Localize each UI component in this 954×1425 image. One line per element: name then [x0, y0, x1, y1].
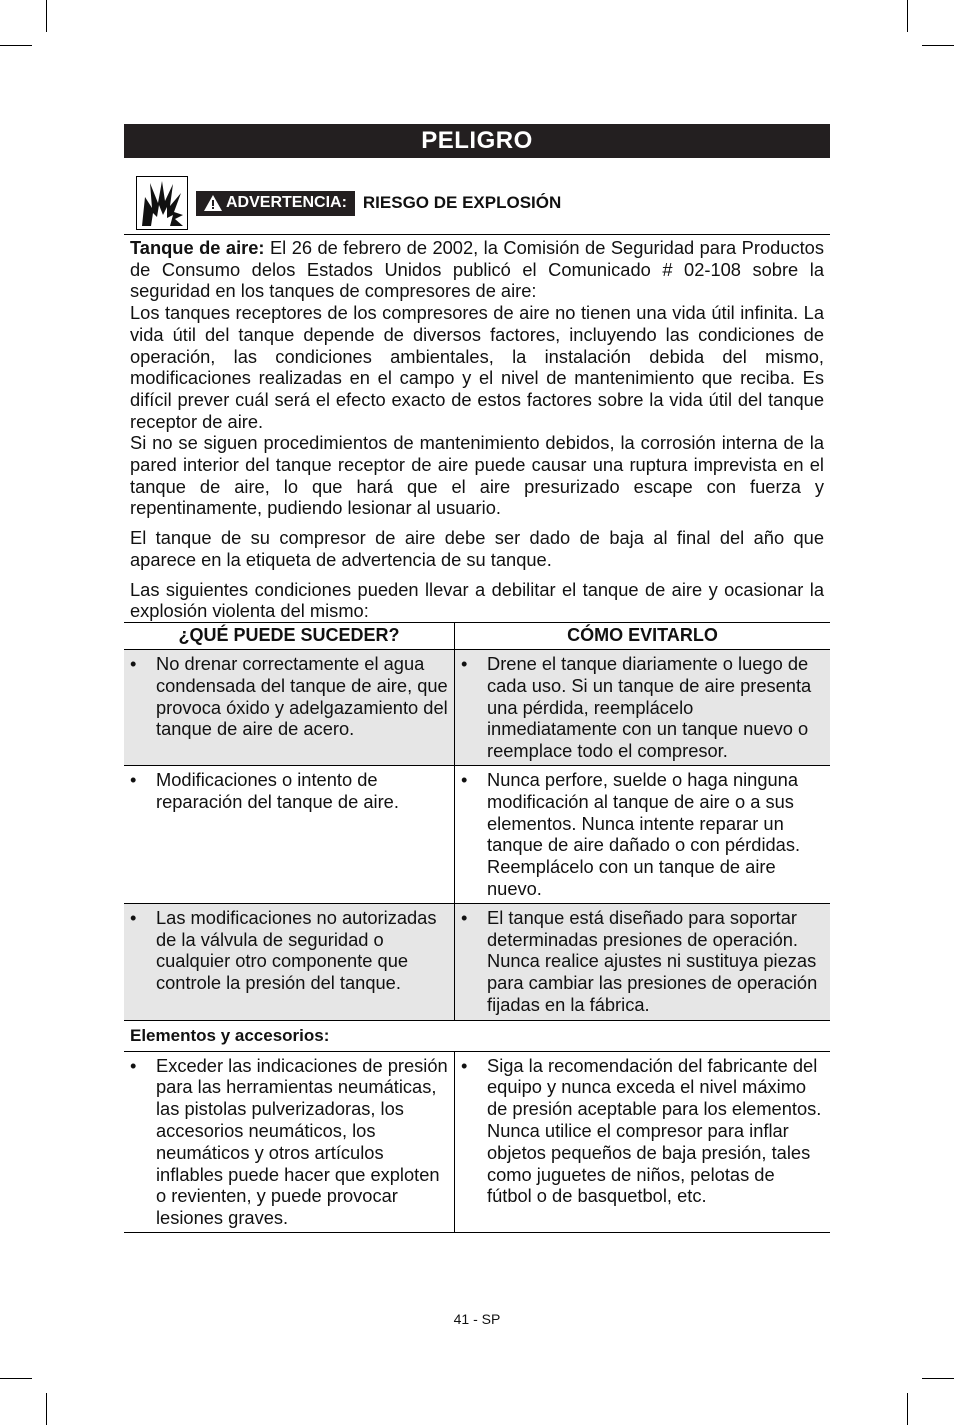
crop-mark: [46, 1393, 47, 1425]
table-cell: [124, 1051, 455, 1232]
hazard-table: [124, 622, 830, 1233]
table-row: [124, 1051, 830, 1232]
danger-banner: PELIGRO: [124, 124, 830, 158]
explosion-icon: [136, 176, 188, 230]
table-cell: [455, 765, 831, 903]
crop-mark: [907, 1393, 908, 1425]
bullet-icon: •: [130, 768, 137, 790]
table-cell: [124, 649, 455, 765]
how-text: El tanque está diseñado para soportar determinadas presiones de operación. Nunca realice ajustes ni sustituya piezas para cambiar las presiones de operación fijadas en la fábrica.: [487, 906, 818, 1015]
column-header-what: ¿QUÉ PUEDE SUCEDER?: [124, 622, 455, 649]
how-text: Siga la recomendación del fabricante del equipo y nunca exceda el nivel máximo de presión aceptable para los elementos. Nunca utilice el compresor para inflar objetos pequeños de baja presión, tales como juguetes de niños, pelotas de fútbol o de basquetbol, etc.: [487, 1054, 822, 1207]
intro-paragraph: [130, 237, 824, 302]
bullet-icon: •: [461, 1054, 468, 1076]
signal-word: ADVERTENCIA:: [226, 194, 347, 211]
lead-text: El 26 de febrero de 2002, la Comisión de Seguridad para Productos de Consumo delos Estados Unidos publicó el Comunicado # 02-108 sobre la seguridad en los tanques de compresores de aire:: [130, 237, 824, 302]
what-text: Exceder las indicaciones de presión para las herramientas neumáticas, las pistolas pulverizadoras, los accesorios neumáticos, los neumáticos y otros artículos inflables puede hacer que exploten o revienten, y puede provocar lesiones graves.: [156, 1054, 448, 1229]
hazard-title: RIESGO DE EXPLOSIÓN: [362, 193, 562, 212]
table-row: [124, 765, 830, 903]
intro-paragraph-2: Los tanques receptores de los compresores de aire no tienen una vida útil infinita. La vida útil del tanque depende de diversos factores, incluyendo las condiciones de operación, las condiciones ambientales, la instalación debida del mismo, modificaciones realizadas en el campo y el nivel de mantenimiento que reciba. Es difícil prever cuál será el efecto exacto de estos factores sobre la vida útil del tanque receptor de aire.: [130, 302, 824, 432]
bullet-icon: •: [130, 1054, 137, 1076]
bullet-icon: •: [461, 768, 468, 790]
how-text: Nunca perfore, suelde o haga ninguna modificación al tanque de aire o a sus elementos. Nunca intente reparar un tanque de aire dañado o con pérdidas. Reemplácelo con un tanque de aire nuevo.: [487, 768, 801, 899]
intro-paragraph-4: El tanque de su compresor de aire debe ser dado de baja al final del año que aparece en la etiqueta de advertencia de su tanque.: [130, 527, 824, 570]
intro-paragraph-5: Las siguientes condiciones pueden llevar a debilitar el tanque de aire y ocasionar la explosión violenta del mismo:: [130, 578, 824, 622]
warning-header: [136, 174, 830, 232]
table-cell: [124, 765, 455, 903]
what-text: Modificaciones o intento de reparación del tanque de aire.: [156, 768, 399, 812]
crop-mark: [922, 1378, 954, 1379]
intro-text: [124, 235, 830, 622]
table-cell: [455, 649, 831, 765]
table-cell: [455, 903, 831, 1020]
section-header-row: [124, 1020, 830, 1051]
crop-mark: [0, 1378, 32, 1379]
intro-paragraph-3: Si no se siguen procedimientos de mantenimiento debidos, la corrosión interna de la pared interior del tanque receptor de aire puede causar una ruptura imprevista en el tanque de aire, lo que hará que el aire presurizado escape con fuerza y repentinamente, pudiendo lesionar al usuario.: [130, 432, 824, 519]
section-label: Elementos y accesorios:: [124, 1020, 830, 1051]
what-text: No drenar correctamente el agua condensada del tanque de aire, que provoca óxido y adelgazamiento del tanque de aire de acero.: [156, 652, 448, 740]
table-cell: [455, 1051, 831, 1232]
crop-mark: [46, 0, 47, 32]
advertencia-label: [196, 191, 355, 216]
table-cell: [124, 903, 455, 1020]
alert-triangle-icon: [204, 195, 222, 211]
what-text: Las modificaciones no autorizadas de la válvula de seguridad o cualquier otro componente que controle la presión del tanque.: [156, 906, 437, 994]
crop-mark: [0, 45, 32, 46]
table-row: [124, 903, 830, 1020]
how-text: Drene el tanque diariamente o luego de cada uso. Si un tanque de aire presenta una pérdida, reemplácelo inmediatamente con un tanque nuevo o reemplace todo el compresor.: [487, 652, 812, 762]
crop-mark: [907, 0, 908, 32]
bullet-icon: •: [461, 652, 468, 674]
page-number: 41 - SP: [453, 1311, 501, 1327]
bullet-icon: •: [130, 906, 137, 928]
crop-mark: [922, 45, 954, 46]
lead-label: Tanque de aire:: [130, 237, 265, 258]
bullet-icon: •: [461, 906, 468, 928]
column-header-how: CÓMO EVITARLO: [455, 622, 831, 649]
bullet-icon: •: [130, 652, 137, 674]
table-row: [124, 649, 830, 765]
safety-page: [124, 124, 830, 1233]
